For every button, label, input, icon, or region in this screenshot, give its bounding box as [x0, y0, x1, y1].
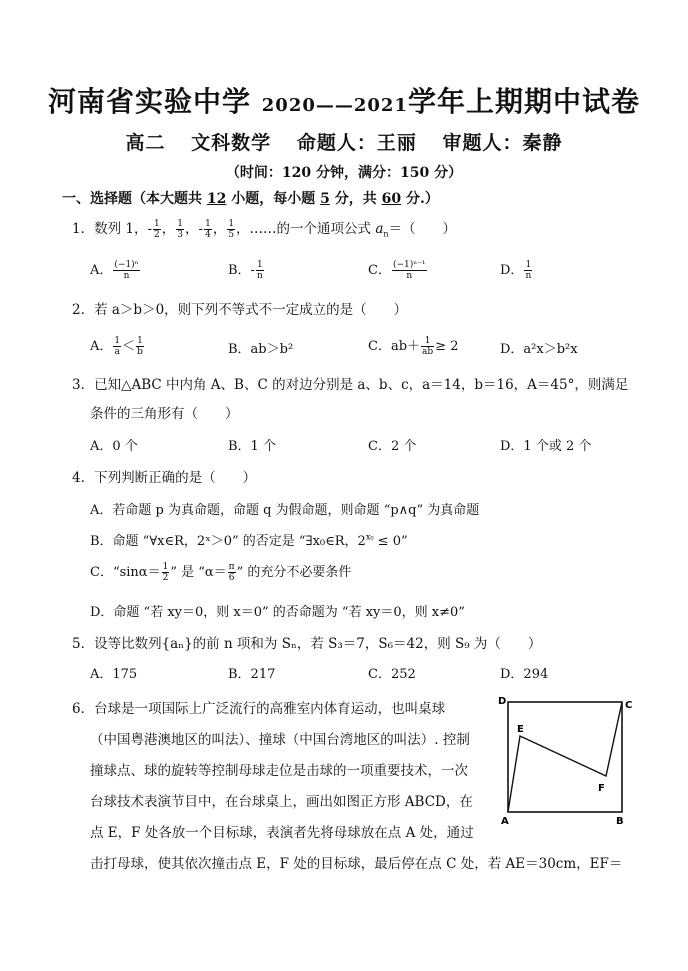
q4-option-b: B．命题 “∀x∈R，2ˣ＞0” 的否定是 “∃x₀∈R，$2^{x_0} \le 0$”: [90, 532, 408, 549]
subject: 文科数学: [191, 132, 272, 154]
question-6-line-3: 撞球点、球的旋转等控制母球走位是击球的一项重要技术，一次: [90, 763, 468, 779]
question-4-stem: 4．下列判断正确的是（ ）: [72, 470, 257, 486]
q2-option-a: A． $\frac{1}{a}$ ＜ $\frac{1}{b}$: [90, 336, 143, 357]
q1-option-b: B．- $\frac{1}{n}$: [228, 260, 263, 281]
q5-option-c: C．252: [368, 667, 416, 682]
question-6-line-5: 点 E，F 处各放一个目标球，表演者先将母球放在点 A 处，通过: [90, 825, 474, 841]
ball-path: [508, 702, 622, 812]
label-f: F: [598, 783, 605, 794]
question-6-line-1: 6．台球是一项国际上广泛流行的高雅室内体育运动，也叫桌球: [72, 701, 446, 717]
q5-option-b: B．217: [228, 667, 276, 682]
q2-option-b: B．ab＞b²: [228, 342, 294, 357]
q1-option-a: A． $\frac{\text{(−1)ⁿ}}{n}$: [90, 260, 139, 281]
q4-option-a: A．若命题 p 为真命题，命题 q 为假命题，则命题 “p∧q” 为真命题: [90, 503, 480, 518]
q3-option-c: C．2 个: [368, 439, 417, 454]
question-6-line-2: （中国粤港澳地区的叫法）、撞球（中国台湾地区的叫法）. 控制: [90, 732, 470, 748]
exam-info: （时间：120 分钟，满分：150 分）: [225, 165, 463, 181]
question-2-stem: 2．若 a＞b＞0，则下列不等式不一定成立的是（ ）: [72, 302, 408, 318]
section-heading: 一、选择题（本大题共 12 小题，每小题 5 分，共 60 分.）: [62, 191, 439, 207]
label-a: A: [501, 816, 509, 827]
label-d: D: [498, 696, 507, 707]
q3-option-a: A．0 个: [90, 439, 138, 454]
q1-option-c: C． $\frac{\text{(−1)ⁿ⁻¹}}{n}$: [368, 260, 426, 281]
q4-option-d: D．命题 “若 xy＝0，则 x＝0” 的否命题为 “若 xy＝0，则 x≠0”: [90, 605, 465, 620]
exam-subtitle: [0, 128, 688, 155]
q4-option-c: C．“sinα＝ $\frac{1}{2}$ ” 是 “α＝ $\frac{\pi}{6}$ ” 的充分不必要条件: [90, 562, 352, 583]
reviewer: 审题人：秦静: [442, 132, 563, 154]
question-3-stem-2: 条件的三角形有（ ）: [90, 406, 239, 422]
question-1-stem: 1．数列 1，- $\frac{1}{2}$ ， $\frac{1}{3}$ ，- $\frac{1}{4}$ ， $\frac{1}{5}$ ，……的一个通项公式 $a_n=$（ ）: [72, 219, 457, 240]
label-b: B: [616, 816, 624, 827]
question-3-stem-1: 3．已知△ABC 中内角 A、B、C 的对边分别是 a、b、c，a＝14，b＝16，A＝45°，则满足: [72, 377, 629, 393]
question-6-line-4: 台球技术表演节目中，在台球桌上，画出如图正方形 ABCD，在: [90, 794, 473, 810]
question-5-stem: 5．设等比数列{aₙ}的前 n 项和为 Sₙ，若 S₃＝7，S₆＝42，则 S₉ 为（ ）: [72, 636, 542, 652]
label-e: E: [517, 724, 524, 735]
exam-title: 河南省实验中学 2020——2021学年上期期中试卷: [48, 85, 640, 118]
label-c: C: [625, 700, 633, 711]
q2-option-d: D．a²x＞b²x: [500, 342, 578, 357]
grade: 高二: [125, 132, 166, 154]
q5-option-d: D．294: [500, 667, 549, 682]
q5-option-a: A．175: [90, 667, 138, 682]
q1-option-d: D． $\frac{1}{n}$: [500, 260, 532, 281]
question-6-line-6: 击打母球，使其依次撞击点 E，F 处的目标球，最后停在点 C 处，若 AE＝30cm，EF＝: [90, 856, 623, 872]
billiard-square-figure: [498, 694, 636, 828]
q3-option-d: D．1 个或 2 个: [500, 439, 592, 454]
q2-option-c: C．ab＋ $\frac{1}{ab}$ ≥ 2: [368, 336, 459, 357]
q3-option-b: B．1 个: [228, 439, 276, 454]
setter: 命题人：王丽: [296, 132, 417, 154]
